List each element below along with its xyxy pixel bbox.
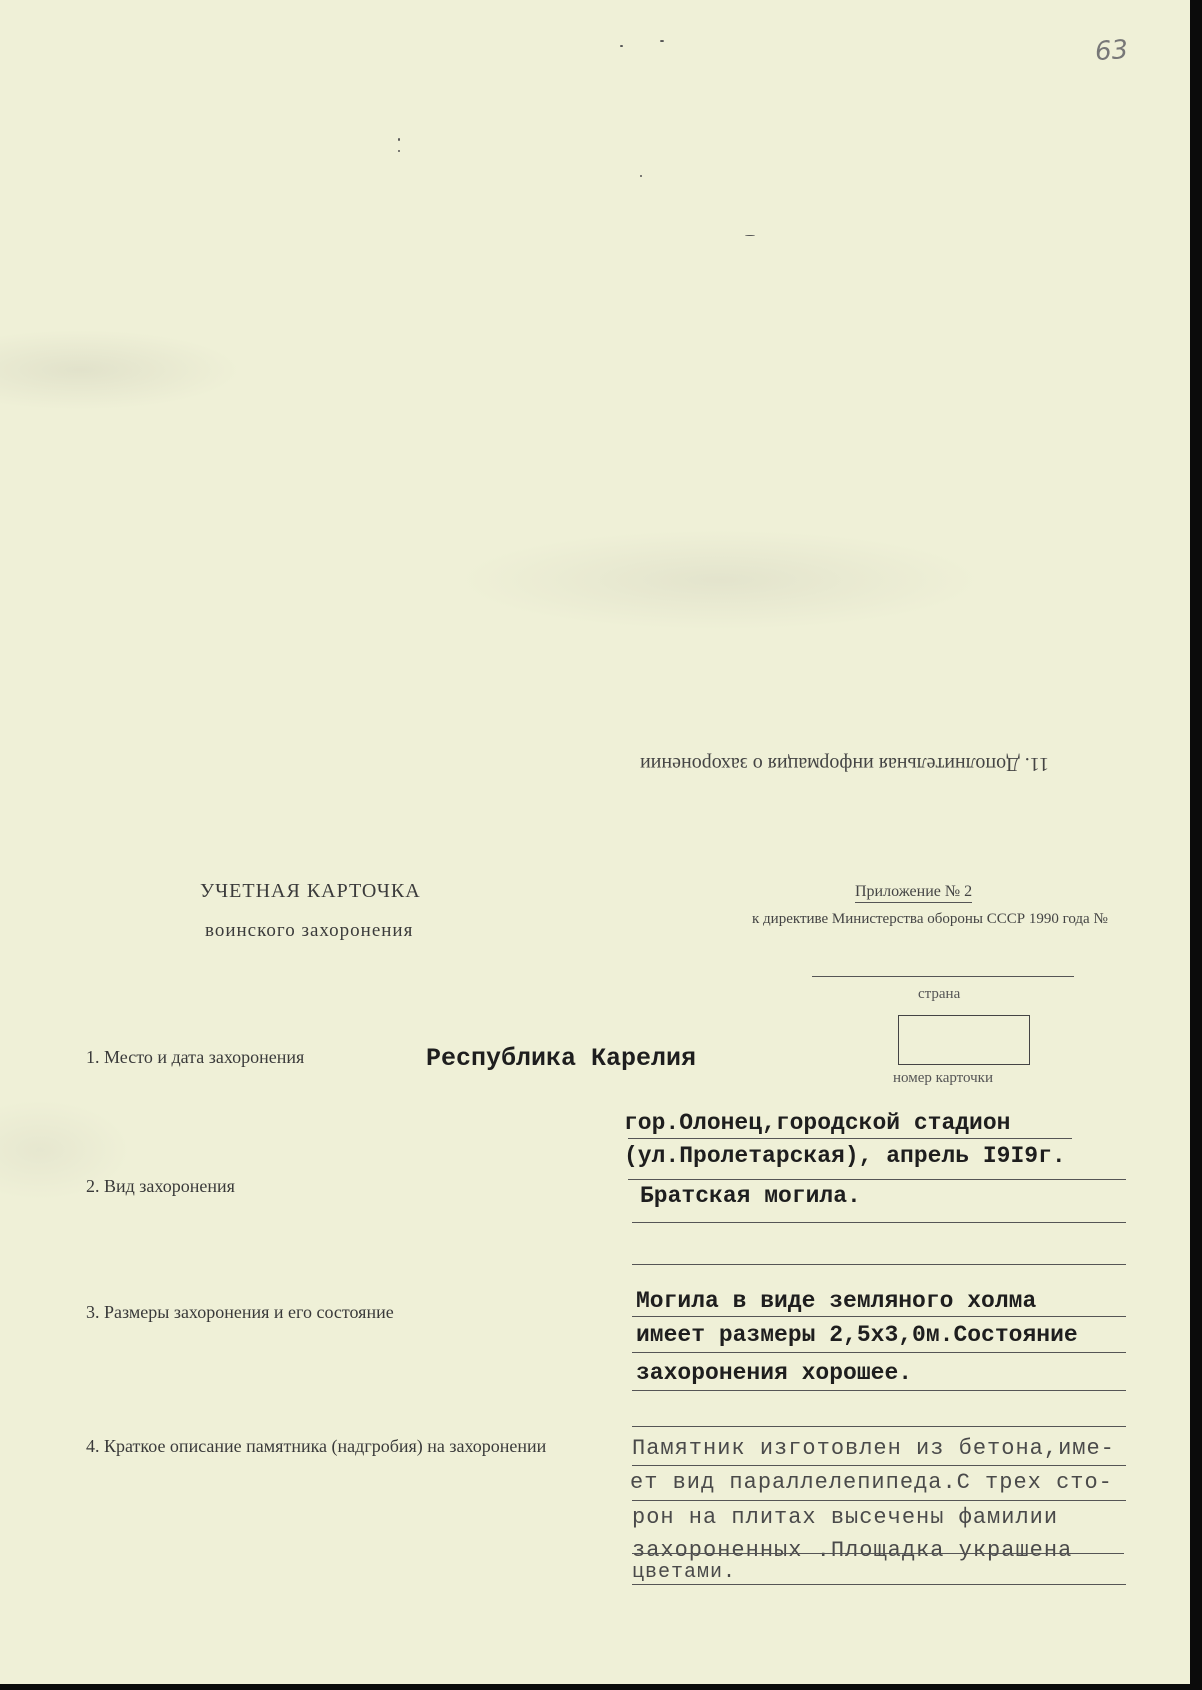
rule xyxy=(632,1584,1126,1585)
page-number: 63 xyxy=(1093,34,1130,68)
field-4-value-line3: рон на плитах высечены фамилии xyxy=(632,1505,1059,1530)
speck xyxy=(640,175,642,177)
field-3-value-line1: Могила в виде земляного холма xyxy=(636,1288,1037,1314)
rule xyxy=(632,1264,1126,1265)
directive-text: к директиве Министерства обороны СССР 1990 года № xyxy=(752,911,1108,927)
field-4-label: 4. Краткое описание памятника (надгробия) на захоронении xyxy=(86,1436,547,1456)
rule xyxy=(632,1352,1126,1353)
field-1-label: 1. Место и дата захоронения xyxy=(86,1047,305,1067)
rule xyxy=(632,1500,1126,1501)
speck xyxy=(660,40,664,42)
rule xyxy=(628,1138,1072,1139)
field-2-label: 2. Вид захоронения xyxy=(86,1176,235,1196)
field-1-value-line2: гор.Олонец,городской стадион xyxy=(624,1110,1011,1136)
rule xyxy=(632,1222,1126,1223)
speck xyxy=(620,45,623,47)
speck xyxy=(398,150,400,152)
upside-down-heading: 11. Дополнительная информация о захоронении xyxy=(640,753,1049,775)
field-4-value-line5: цветами. xyxy=(632,1561,737,1584)
field-3-value-line2: имеет размеры 2,5х3,0м.Состояние xyxy=(636,1322,1078,1348)
appendix-label: Приложение № 2 xyxy=(855,883,972,903)
field-3-label: 3. Размеры захоронения и его состояние xyxy=(86,1302,394,1322)
rule xyxy=(632,1316,1126,1317)
field-4-value-line1: Памятник изготовлен из бетона,име- xyxy=(632,1436,1115,1461)
strike-rule xyxy=(632,1553,1124,1554)
field-1-value-line1: Республика Карелия xyxy=(426,1044,697,1073)
field-4-value-line2: ет вид параллелепипеда.С трех сто- xyxy=(630,1470,1113,1495)
field-4-value-line4: захороненных .Площадка украшена xyxy=(632,1538,1073,1563)
speck xyxy=(398,138,400,141)
card-subtitle: воинского захоронения xyxy=(205,920,414,941)
card-number-label: номер карточки xyxy=(893,1070,993,1086)
field-2-value: Братская могила. xyxy=(640,1183,861,1209)
card-number-box xyxy=(898,1015,1030,1065)
card-title: УЧЕТНАЯ КАРТОЧКА xyxy=(200,880,421,902)
rule xyxy=(632,1390,1126,1391)
rule xyxy=(632,1426,1126,1427)
field-3-value-line3: захоронения хорошее. xyxy=(636,1360,913,1386)
rule xyxy=(628,1179,1126,1180)
rule xyxy=(632,1465,1126,1466)
speck xyxy=(745,235,755,236)
country-label: страна xyxy=(918,986,961,1002)
field-1-value-line3: (ул.Пролетарская), апрель I9I9г. xyxy=(624,1143,1066,1169)
country-line xyxy=(812,976,1074,977)
